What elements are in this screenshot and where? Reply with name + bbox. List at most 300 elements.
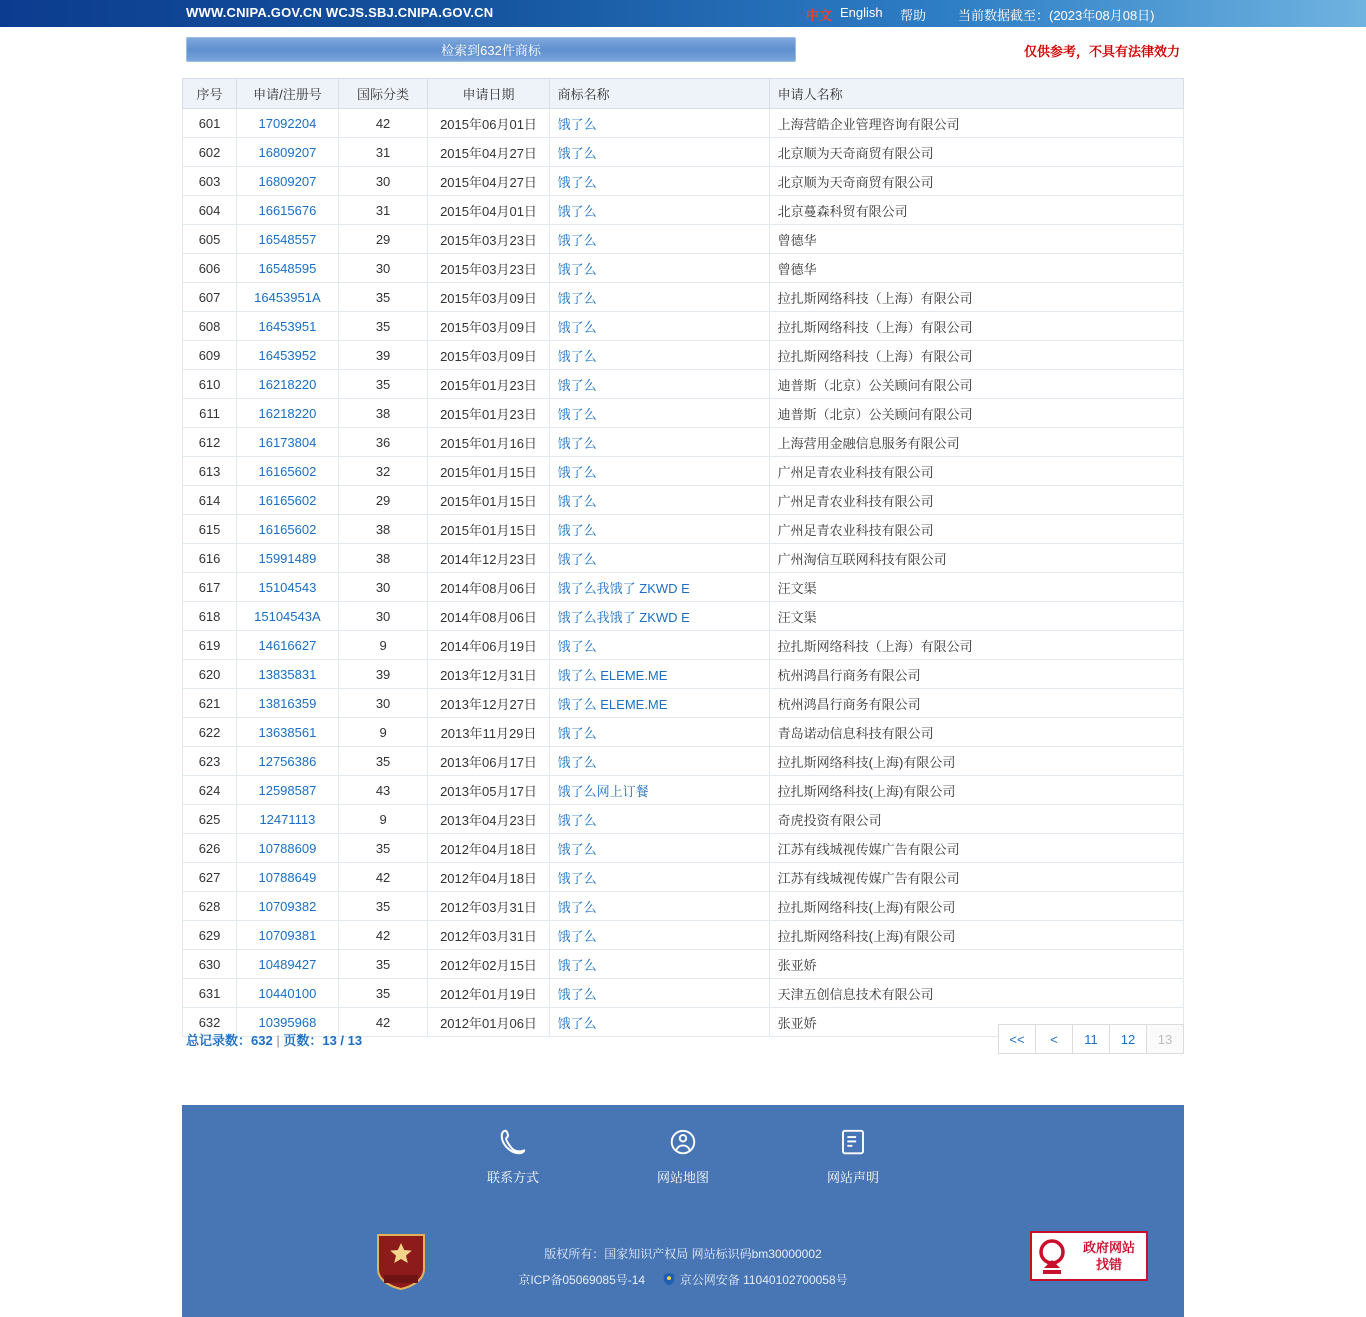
cell-index: 606 [183, 254, 237, 283]
cell-class: 30 [338, 167, 428, 196]
table-row [183, 747, 1184, 776]
cell-date: 2012年04月18日 [428, 834, 549, 863]
cell-mark-name[interactable] [549, 950, 769, 979]
cell-regno-link[interactable]: 13816359 [258, 695, 317, 711]
cell-regno-link[interactable]: 16165602 [258, 492, 317, 508]
cell-class: 35 [338, 283, 428, 312]
cell-mark-name-link[interactable]: 饿了么 [557, 493, 597, 509]
cell-mark-name-link[interactable]: 饿了么 [557, 377, 597, 393]
police-badge-icon [662, 1269, 676, 1283]
cell-date: 2015年01月23日 [428, 370, 549, 399]
cell-class: 30 [338, 689, 428, 718]
header-mark-name: 商标名称 [549, 79, 769, 109]
cell-date: 2012年04月18日 [428, 863, 549, 892]
cell-regno-link[interactable]: 10489427 [258, 956, 317, 972]
cell-mark-name[interactable] [549, 225, 769, 254]
cell-index: 614 [183, 486, 237, 515]
cell-regno-link[interactable]: 16809207 [258, 144, 317, 160]
table-row [183, 660, 1184, 689]
cell-class: 29 [338, 486, 428, 515]
cell-regno[interactable] [237, 109, 339, 138]
table-row [183, 370, 1184, 399]
cell-mark-name[interactable] [549, 486, 769, 515]
table-row [183, 196, 1184, 225]
cell-mark-name[interactable] [549, 457, 769, 486]
cell-regno[interactable] [237, 428, 339, 457]
cell-class: 43 [338, 776, 428, 805]
cell-mark-name-link[interactable]: 饿了么 [557, 261, 597, 277]
cell-regno[interactable] [237, 979, 339, 1008]
cell-applicant: 迪普斯（北京）公关顾问有限公司 [769, 370, 1183, 399]
cell-mark-name[interactable] [549, 747, 769, 776]
cell-index: 620 [183, 660, 237, 689]
cell-applicant: 拉扎斯网络科技(上海)有限公司 [769, 776, 1183, 805]
cell-mark-name-link[interactable]: 饿了么 [557, 464, 597, 480]
cell-class: 35 [338, 370, 428, 399]
cell-class: 35 [338, 979, 428, 1008]
cell-mark-name[interactable] [549, 979, 769, 1008]
cell-regno[interactable] [237, 863, 339, 892]
table-header-row [183, 79, 1184, 109]
cell-index: 626 [183, 834, 237, 863]
cell-applicant: 汪文渠 [769, 602, 1183, 631]
cell-index: 616 [183, 544, 237, 573]
cell-applicant: 杭州鸿昌行商务有限公司 [769, 689, 1183, 718]
cell-regno-link[interactable]: 10395968 [258, 1014, 317, 1030]
cell-mark-name-link[interactable]: 饿了么 [557, 116, 597, 132]
cell-class: 42 [338, 109, 428, 138]
table-row [183, 892, 1184, 921]
cell-regno-link[interactable]: 16218220 [258, 405, 317, 421]
table-row [183, 428, 1184, 457]
cell-mark-name[interactable] [549, 689, 769, 718]
cell-regno[interactable] [237, 283, 339, 312]
cell-date: 2015年06月01日 [428, 109, 549, 138]
cell-applicant: 杭州鸿昌行商务有限公司 [769, 660, 1183, 689]
cell-mark-name[interactable] [549, 312, 769, 341]
header-regno: 申请/注册号 [237, 79, 339, 109]
cell-date: 2014年06月19日 [428, 631, 549, 660]
cell-applicant: 拉扎斯网络科技(上海)有限公司 [769, 892, 1183, 921]
table-row [183, 138, 1184, 167]
table-row [183, 254, 1184, 283]
cell-regno-link[interactable]: 16615676 [258, 202, 317, 218]
cell-mark-name[interactable] [549, 776, 769, 805]
lang-english-link[interactable]: English [840, 5, 883, 20]
cell-class: 38 [338, 399, 428, 428]
cell-mark-name-link[interactable]: 饿了么 [557, 319, 597, 335]
icp-link[interactable]: 京ICP备05069085号-14 [518, 1273, 646, 1287]
cell-class: 31 [338, 138, 428, 167]
header-applicant: 申请人名称 [769, 79, 1183, 109]
cell-index: 617 [183, 573, 237, 602]
cell-applicant: 广州足青农业科技有限公司 [769, 457, 1183, 486]
cell-mark-name-link[interactable]: 饿了么 [557, 435, 597, 451]
cell-mark-name[interactable] [549, 399, 769, 428]
table-row [183, 399, 1184, 428]
table-row [183, 515, 1184, 544]
results-table-wrapper [182, 78, 1184, 1037]
cell-regno[interactable] [237, 370, 339, 399]
cell-index: 603 [183, 167, 237, 196]
page-value: 13 / 13 [322, 1033, 363, 1048]
cell-regno[interactable] [237, 660, 339, 689]
cell-date: 2015年04月01日 [428, 196, 549, 225]
cell-regno-link[interactable]: 16548557 [258, 231, 317, 247]
cell-applicant: 北京蔓森科贸有限公司 [769, 196, 1183, 225]
cell-index: 608 [183, 312, 237, 341]
cell-date: 2015年03月23日 [428, 254, 549, 283]
cell-regno[interactable] [237, 138, 339, 167]
cell-mark-name-link[interactable]: 饿了么 [557, 812, 597, 828]
cell-applicant: 张亚娇 [769, 1008, 1183, 1037]
cell-date: 2013年06月17日 [428, 747, 549, 776]
cell-applicant: 曾德华 [769, 254, 1183, 283]
cell-mark-name[interactable] [549, 863, 769, 892]
cell-mark-name[interactable] [549, 167, 769, 196]
cell-regno-link[interactable]: 12756386 [258, 753, 317, 769]
cell-mark-name[interactable] [549, 138, 769, 167]
cell-date: 2012年03月31日 [428, 892, 549, 921]
cell-mark-name[interactable] [549, 805, 769, 834]
cell-date: 2015年01月15日 [428, 515, 549, 544]
cell-regno[interactable] [237, 776, 339, 805]
cell-mark-name-link[interactable]: 饿了么网上订餐 [557, 783, 649, 799]
lang-chinese-link[interactable]: 中文 [806, 8, 833, 23]
cell-class: 30 [338, 573, 428, 602]
cell-applicant: 北京顺为天奇商贸有限公司 [769, 138, 1183, 167]
page-footer [182, 1105, 1184, 1317]
footer-bottom [182, 1223, 1184, 1317]
cell-regno[interactable] [237, 950, 339, 979]
cell-regno-link[interactable]: 16453951A [254, 289, 321, 305]
cell-regno-link[interactable]: 16453952 [258, 347, 317, 363]
cell-mark-name-link[interactable]: 饿了么 ELEME.ME [557, 696, 668, 712]
cell-regno[interactable] [237, 341, 339, 370]
gov-badge-line2: 找错 [1095, 1257, 1122, 1272]
page-11-button[interactable]: 11 [1072, 1024, 1110, 1054]
cell-mark-name-link[interactable]: 饿了么 [557, 841, 597, 857]
cell-mark-name[interactable] [549, 631, 769, 660]
footer-sitemap-link[interactable] [628, 1127, 738, 1186]
cell-mark-name[interactable] [549, 109, 769, 138]
cell-index: 615 [183, 515, 237, 544]
cell-regno[interactable] [237, 631, 339, 660]
page-label: 页数： [283, 1033, 323, 1048]
cell-index: 607 [183, 283, 237, 312]
pagination-row [182, 1020, 1184, 1058]
cell-regno-link[interactable]: 14616627 [258, 637, 317, 653]
cell-class: 30 [338, 602, 428, 631]
cell-index: 624 [183, 776, 237, 805]
cell-mark-name-link[interactable]: 饿了么 [557, 957, 597, 973]
cell-mark-name[interactable] [549, 921, 769, 950]
total-label: 总记录数： [186, 1033, 252, 1048]
results-table-head [183, 79, 1184, 109]
cell-mark-name-link[interactable]: 饿了么 [557, 986, 597, 1002]
cell-regno-link[interactable]: 10709382 [258, 898, 317, 914]
cell-applicant: 拉扎斯网络科技(上海)有限公司 [769, 921, 1183, 950]
cell-index: 630 [183, 950, 237, 979]
header-index: 序号 [183, 79, 237, 109]
table-row [183, 834, 1184, 863]
header-date: 申请日期 [428, 79, 549, 109]
cell-applicant: 广州淘信互联网科技有限公司 [769, 544, 1183, 573]
cell-index: 619 [183, 631, 237, 660]
cell-date: 2012年02月15日 [428, 950, 549, 979]
cell-class: 38 [338, 515, 428, 544]
cell-applicant: 张亚娇 [769, 950, 1183, 979]
cell-regno[interactable] [237, 312, 339, 341]
cell-regno[interactable] [237, 747, 339, 776]
cell-date: 2015年03月09日 [428, 283, 549, 312]
table-row [183, 544, 1184, 573]
cell-class: 35 [338, 950, 428, 979]
cell-regno-link[interactable]: 17092204 [258, 115, 317, 131]
cell-regno-link[interactable]: 10788609 [258, 840, 317, 856]
cell-regno-link[interactable]: 13835831 [258, 666, 317, 682]
cell-mark-name[interactable] [549, 660, 769, 689]
cell-mark-name-link[interactable]: 饿了么 [557, 725, 597, 741]
cell-regno[interactable] [237, 834, 339, 863]
table-row [183, 341, 1184, 370]
footer-link-group [182, 1127, 1184, 1186]
cell-index: 618 [183, 602, 237, 631]
cell-mark-name-link[interactable]: 饿了么 [557, 232, 597, 248]
cell-class: 9 [338, 718, 428, 747]
cell-mark-name-link[interactable]: 饿了么 [557, 348, 597, 364]
cell-date: 2012年03月31日 [428, 921, 549, 950]
police-filing-link[interactable]: 京公网安备 11040102700058号 [679, 1273, 848, 1287]
cell-date: 2015年03月09日 [428, 341, 549, 370]
cell-date: 2015年01月15日 [428, 486, 549, 515]
cell-mark-name-link[interactable]: 饿了么我饿了 ZKWD E [557, 580, 690, 596]
table-row [183, 689, 1184, 718]
cell-mark-name-link[interactable]: 饿了么 [557, 145, 597, 161]
cell-mark-name-link[interactable]: 饿了么 [557, 928, 597, 944]
cell-regno-link[interactable]: 10788649 [258, 869, 317, 885]
cell-regno[interactable] [237, 486, 339, 515]
cell-applicant: 广州足青农业科技有限公司 [769, 486, 1183, 515]
cell-regno[interactable] [237, 399, 339, 428]
page-prev-button[interactable]: < [1035, 1024, 1073, 1054]
table-row [183, 805, 1184, 834]
cell-regno[interactable] [237, 544, 339, 573]
gov-badge-text [1072, 1239, 1146, 1273]
cell-mark-name-link[interactable]: 饿了么 [557, 406, 597, 422]
table-row [183, 631, 1184, 660]
page-first-button[interactable]: << [998, 1024, 1036, 1054]
cell-index: 602 [183, 138, 237, 167]
phone-icon [498, 1127, 528, 1157]
cell-index: 610 [183, 370, 237, 399]
cell-regno[interactable] [237, 805, 339, 834]
cell-regno-link[interactable]: 16165602 [258, 521, 317, 537]
record-count-summary: 总记录数：632 | 页数：13 / 13 [186, 1033, 363, 1048]
cell-class: 39 [338, 660, 428, 689]
cell-applicant: 江苏有线城视传媒广告有限公司 [769, 834, 1183, 863]
cell-applicant: 汪文渠 [769, 573, 1183, 602]
cell-applicant: 拉扎斯网络科技(上海)有限公司 [769, 747, 1183, 776]
table-row [183, 486, 1184, 515]
cell-regno[interactable] [237, 602, 339, 631]
cell-regno-link[interactable]: 12471113 [259, 811, 316, 827]
cell-regno-link[interactable]: 13638561 [258, 724, 317, 740]
cell-regno-link[interactable]: 16453951 [258, 318, 317, 334]
cell-applicant: 拉扎斯网络科技（上海）有限公司 [769, 283, 1183, 312]
results-table-body [183, 109, 1184, 1037]
results-table [182, 78, 1184, 1037]
site-url: WWW.CNIPA.GOV.CN WCJS.SBJ.CNIPA.GOV.CN [186, 5, 494, 20]
cell-mark-name-link[interactable]: 饿了么 [557, 754, 597, 770]
cell-date: 2013年04月23日 [428, 805, 549, 834]
table-row [183, 718, 1184, 747]
cell-mark-name-link[interactable]: 饿了么 [557, 899, 597, 915]
cell-regno-link[interactable]: 15991489 [258, 550, 317, 566]
cell-regno-link[interactable]: 16218220 [258, 376, 317, 392]
cell-regno[interactable] [237, 225, 339, 254]
footer-statement-link[interactable] [798, 1127, 908, 1186]
table-row [183, 776, 1184, 805]
cell-class: 42 [338, 863, 428, 892]
cell-class: 30 [338, 254, 428, 283]
cell-regno-link[interactable]: 10709381 [258, 927, 317, 943]
cell-applicant: 拉扎斯网络科技（上海）有限公司 [769, 631, 1183, 660]
cell-date: 2013年12月31日 [428, 660, 549, 689]
cell-regno-link[interactable]: 16173804 [258, 434, 317, 450]
cell-regno[interactable] [237, 457, 339, 486]
cell-mark-name[interactable] [549, 892, 769, 921]
table-row [183, 863, 1184, 892]
page-13-button[interactable]: 13 [1146, 1024, 1184, 1054]
cell-mark-name[interactable] [549, 428, 769, 457]
cell-mark-name[interactable] [549, 196, 769, 225]
cell-index: 604 [183, 196, 237, 225]
cell-regno-link[interactable]: 16809207 [258, 173, 317, 189]
cell-mark-name-link[interactable]: 饿了么我饿了 ZKWD E [557, 609, 690, 625]
cell-regno-link[interactable]: 10440100 [258, 985, 317, 1001]
gov-badge-line1: 政府网站 [1082, 1240, 1135, 1255]
cell-date: 2013年12月27日 [428, 689, 549, 718]
pagination-controls [999, 1024, 1184, 1054]
cell-regno[interactable] [237, 921, 339, 950]
cell-date: 2014年12月23日 [428, 544, 549, 573]
cell-applicant: 迪普斯（北京）公关顾问有限公司 [769, 399, 1183, 428]
cell-regno[interactable] [237, 254, 339, 283]
cell-mark-name-link[interactable]: 饿了么 [557, 290, 597, 306]
cell-index: 628 [183, 892, 237, 921]
cell-index: 612 [183, 428, 237, 457]
cell-class: 36 [338, 428, 428, 457]
cell-class: 35 [338, 312, 428, 341]
cell-date: 2015年01月15日 [428, 457, 549, 486]
cell-index: 631 [183, 979, 237, 1008]
cell-class: 35 [338, 747, 428, 776]
cell-mark-name[interactable] [549, 283, 769, 312]
cell-index: 611 [183, 399, 237, 428]
cell-regno-link[interactable]: 16548595 [258, 260, 317, 276]
cell-mark-name[interactable] [549, 573, 769, 602]
footer-contact-label: 联系方式 [486, 1170, 539, 1185]
cell-mark-name[interactable] [549, 515, 769, 544]
table-row [183, 921, 1184, 950]
cell-mark-name-link[interactable]: 饿了么 [557, 1015, 597, 1031]
cell-regno-link[interactable]: 12598587 [258, 782, 317, 798]
cell-mark-name[interactable] [549, 370, 769, 399]
table-row [183, 109, 1184, 138]
table-row [183, 602, 1184, 631]
cell-index: 622 [183, 718, 237, 747]
cell-mark-name-link[interactable]: 饿了么 [557, 638, 597, 654]
cell-mark-name-link[interactable]: 饿了么 [557, 174, 597, 190]
help-link[interactable]: 帮助 [900, 8, 927, 23]
cell-mark-name[interactable] [549, 834, 769, 863]
table-row [183, 167, 1184, 196]
cell-mark-name-link[interactable]: 饿了么 ELEME.ME [557, 667, 668, 683]
cell-regno[interactable] [237, 573, 339, 602]
cell-regno[interactable] [237, 515, 339, 544]
cell-index: 621 [183, 689, 237, 718]
table-row [183, 225, 1184, 254]
cell-date: 2015年01月16日 [428, 428, 549, 457]
cell-date: 2013年11月29日 [428, 718, 549, 747]
footer-contact-link[interactable] [458, 1127, 568, 1186]
cell-class: 42 [338, 1008, 428, 1037]
cell-date: 2012年01月19日 [428, 979, 549, 1008]
cell-index: 605 [183, 225, 237, 254]
magnifier-icon [1034, 1234, 1072, 1278]
cell-regno-link[interactable]: 15104543A [254, 608, 321, 624]
cell-applicant: 天津五创信息技术有限公司 [769, 979, 1183, 1008]
cell-mark-name[interactable] [549, 718, 769, 747]
cell-class: 9 [338, 631, 428, 660]
cell-class: 9 [338, 805, 428, 834]
cell-mark-name[interactable] [549, 544, 769, 573]
cell-date: 2014年08月06日 [428, 573, 549, 602]
cell-regno[interactable] [237, 196, 339, 225]
cell-mark-name-link[interactable]: 饿了么 [557, 551, 597, 567]
document-icon [838, 1127, 868, 1157]
cell-applicant: 广州足青农业科技有限公司 [769, 515, 1183, 544]
cell-mark-name[interactable] [549, 602, 769, 631]
cell-regno-link[interactable]: 15104543 [258, 579, 317, 595]
cell-index: 623 [183, 747, 237, 776]
cell-mark-name[interactable] [549, 254, 769, 283]
cell-regno[interactable] [237, 689, 339, 718]
cell-mark-name-link[interactable]: 饿了么 [557, 203, 597, 219]
cell-index: 625 [183, 805, 237, 834]
cell-mark-name-link[interactable]: 饿了么 [557, 870, 597, 886]
cell-date: 2013年05月17日 [428, 776, 549, 805]
cell-mark-name[interactable] [549, 341, 769, 370]
cell-date: 2015年03月23日 [428, 225, 549, 254]
cell-class: 35 [338, 892, 428, 921]
cell-mark-name-link[interactable]: 饿了么 [557, 522, 597, 538]
cell-date: 2015年01月23日 [428, 399, 549, 428]
cell-regno[interactable] [237, 892, 339, 921]
gov-website-report-badge[interactable] [1030, 1231, 1148, 1281]
page-12-button[interactable]: 12 [1109, 1024, 1147, 1054]
table-row [183, 457, 1184, 486]
cell-regno[interactable] [237, 167, 339, 196]
cell-regno-link[interactable]: 16165602 [258, 463, 317, 479]
cell-applicant: 上海营用金融信息服务有限公司 [769, 428, 1183, 457]
cell-applicant: 曾德华 [769, 225, 1183, 254]
cell-date: 2015年04月27日 [428, 167, 549, 196]
cell-date: 2014年08月06日 [428, 602, 549, 631]
cell-class: 32 [338, 457, 428, 486]
cell-regno[interactable] [237, 718, 339, 747]
